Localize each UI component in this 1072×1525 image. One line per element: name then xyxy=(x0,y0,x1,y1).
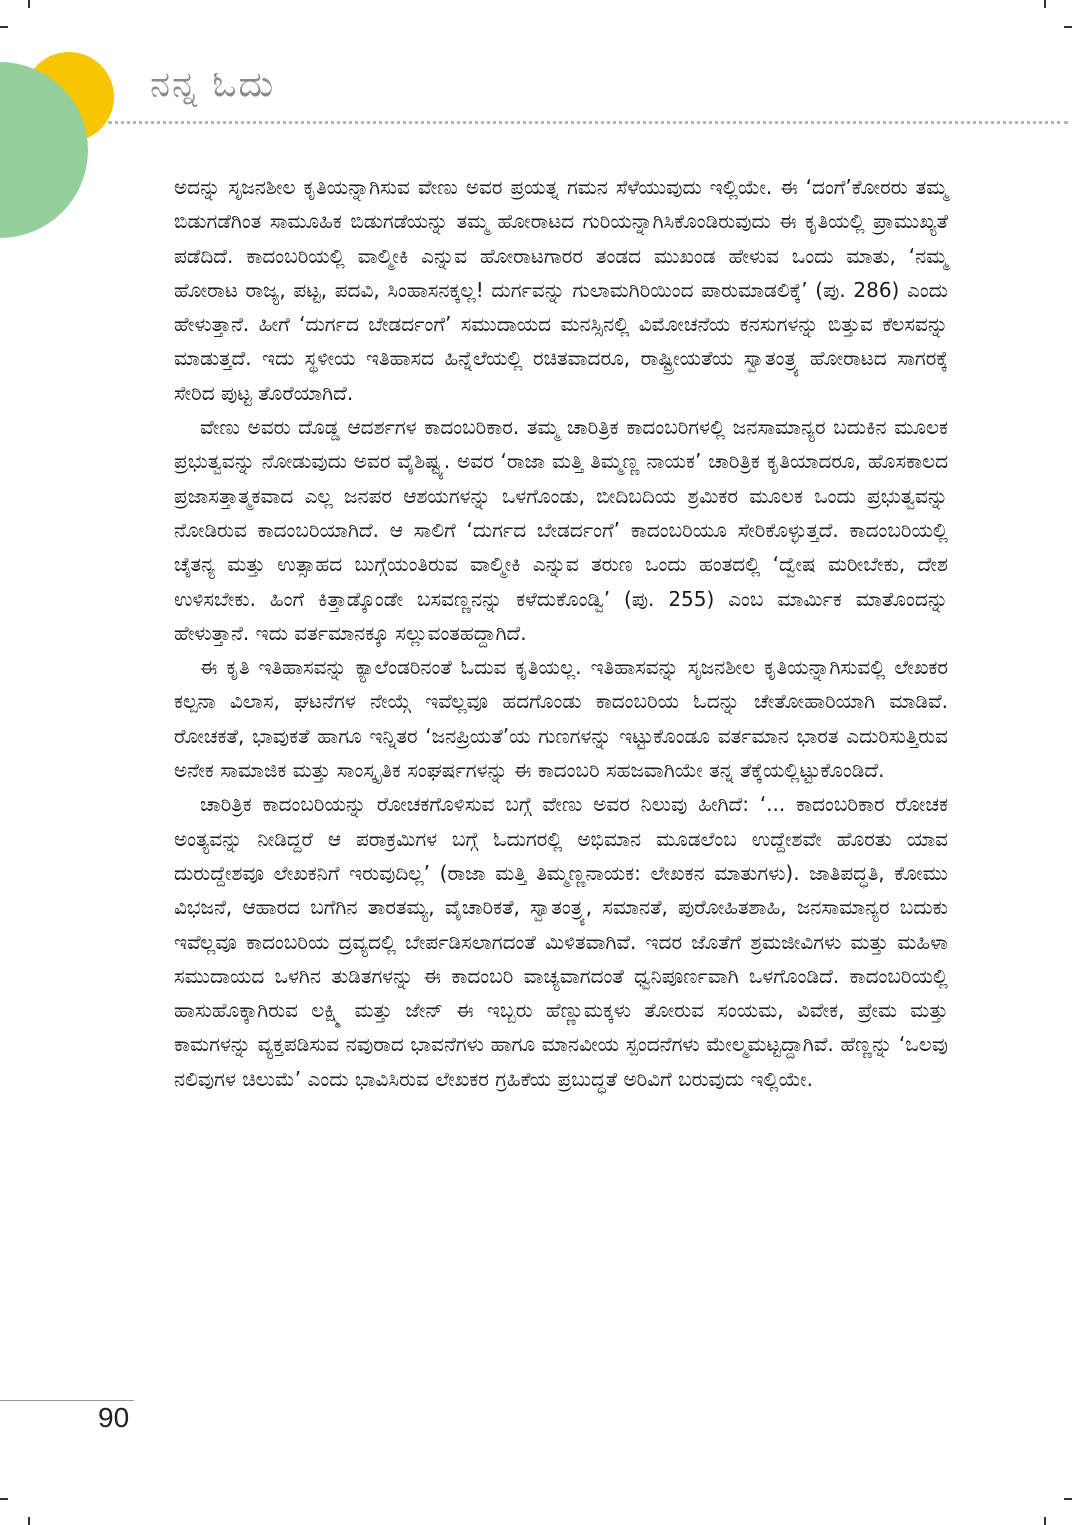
body-paragraph-3: ಈ ಕೃತಿ ಇತಿಹಾಸವನ್ನು ಕ್ಯಾಲೆಂಡರಿನಂತೆ ಓದುವ ಕೃತಿಯಲ್ಲ. ಇತಿಹಾಸವನ್ನು ಸೃಜನಶೀಲ ಕೃತಿಯನ್ನಾಗಿಸುವಲ್ಲಿ ಲೇಖಕರ ಕಲ್ಪನಾ ವಿಲಾಸ, ಘಟನೆಗಳ ನೇಯ್ಗೆ ಇವೆಲ್ಲವೂ ಹದಗೊಂಡು ಕಾದಂಬರಿಯ ಓದನ್ನು ಚೇತೋಹಾರಿಯಾಗಿ ಮಾಡಿವೆ. ರೋಚಕತೆ, ಭಾವುಕತೆ ಹಾಗೂ ಇನ್ನಿತರ ‘ಜನಪ್ರಿಯತೆ’ಯ ಗುಣಗಳನ್ನು ಇಟ್ಟುಕೊಂಡೂ ವರ್ತಮಾನ ಭಾರತ ಎದುರಿಸುತ್ತಿರುವ ಅನೇಕ ಸಾಮಾಜಿಕ ಮತ್ತು ಸಾಂಸ್ಕೃತಿಕ ಸಂಘರ್ಷಗಳನ್ನು ಈ ಕಾದಂಬರಿ ಸಹಜವಾಗಿಯೇ ತನ್ನ ತೆಕ್ಕೆಯಲ್ಲಿಟ್ಟುಕೊಂಡಿದೆ. xyxy=(174,655,948,783)
page-number: 90 xyxy=(98,1402,130,1433)
crop-mark-bottom-left xyxy=(28,1517,30,1525)
crop-mark-top-right-side xyxy=(1064,26,1072,28)
body-paragraph-2: ವೇಣು ಅವರು ದೊಡ್ಡ ಆದರ್ಶಗಳ ಕಾದಂಬರಿಕಾರ. ತಮ್ಮ ಚಾರಿತ್ರಿಕ ಕಾದಂಬರಿಗಳಲ್ಲಿ ಜನಸಾಮಾನ್ಯರ ಬದುಕಿನ ಮೂಲಕ ಪ್ರಭುತ್ವವನ್ನು ನೋಡುವುದು ಅವರ ವೈಶಿಷ್ಟ್ಯ. ಅವರ ‘ರಾಜಾ ಮತ್ತಿ ತಿಮ್ಮಣ್ಣ ನಾಯಕ’ ಚಾರಿತ್ರಿಕ ಕೃತಿಯಾದರೂ, ಹೊಸಕಾಲದ ಪ್ರಜಾಸತ್ತಾತ್ಮಕವಾದ ಎಲ್ಲ ಜನಪರ ಆಶಯಗಳನ್ನು ಒಳಗೊಂಡು, ಬೀದಿಬದಿಯ ಶ್ರಮಿಕರ ಮೂಲಕ ಒಂದು ಪ್ರಭುತ್ವವನ್ನು ನೋಡಿರುವ ಕಾದಂಬರಿಯಾಗಿದೆ. ಆ ಸಾಲಿಗೆ ‘ದುರ್ಗದ ಬೇಡರ್ದಂಗೆ’ ಕಾದಂಬರಿಯೂ ಸೇರಿಕೊಳ್ಳುತ್ತದೆ. ಕಾದಂಬರಿಯಲ್ಲಿ ಚೈತನ್ಯ ಮತ್ತು ಉತ್ಸಾಹದ ಬುಗ್ಗೆಯಂತಿರುವ ವಾಲ್ಮೀಕಿ ಎನ್ನುವ ತರುಣ ಒಂದು ಹಂತದಲ್ಲಿ ‘ದ್ವೇಷ ಮರೀಬೇಕು, ದೇಶ ಉಳಿಸಬೇಕು. ಹಿಂಗೆ ಕಿತ್ತಾಡ್ಕೊಂಡೇ ಬಸವಣ್ಣನನ್ನು ಕಳೆದುಕೊಂಡ್ವಿ’ (ಪು. 255) ಎಂಬ ಮಾರ್ಮಿಕ ಮಾತೊಂದನ್ನು ಹೇಳುತ್ತಾನೆ. ಇದು ವರ್ತಮಾನಕ್ಕೂ ಸಲ್ಲುವಂತಹದ್ದಾಗಿದೆ. xyxy=(174,415,948,645)
article-body xyxy=(174,170,948,1096)
crop-mark-bottom-right-side xyxy=(1064,1498,1072,1500)
crop-mark-bottom-right xyxy=(1044,1517,1046,1525)
footer-divider xyxy=(0,1400,134,1401)
crop-mark-top-left xyxy=(28,0,30,8)
crop-mark-top-left-side xyxy=(0,26,8,28)
header-dotted-divider xyxy=(108,121,1068,124)
section-header-title: ನನ್ನ ಓದು xyxy=(150,64,276,105)
crop-mark-bottom-left-side xyxy=(0,1498,8,1500)
crop-mark-top-right xyxy=(1044,0,1046,8)
body-paragraph-1: ಅದನ್ನು ಸೃಜನಶೀಲ ಕೃತಿಯನ್ನಾಗಿಸುವ ವೇಣು ಅವರ ಪ್ರಯತ್ನ ಗಮನ ಸೆಳೆಯುವುದು ಇಲ್ಲಿಯೇ. ಈ ‘ದಂಗೆ’ಕೋರರು ತಮ್ಮ ಬಿಡುಗಡೆಗಿಂತ ಸಾಮೂಹಿಕ ಬಿಡುಗಡೆಯನ್ನು ತಮ್ಮ ಹೋರಾಟದ ಗುರಿಯನ್ನಾಗಿಸಿಕೊಂಡಿರುವುದು ಈ ಕೃತಿಯಲ್ಲಿ ಪ್ರಾಮುಖ್ಯತೆ ಪಡೆದಿದೆ. ಕಾದಂಬರಿಯಲ್ಲಿ ವಾಲ್ಮೀಕಿ ಎನ್ನುವ ಹೋರಾಟಗಾರರ ತಂಡದ ಮುಖಂಡ ಹೇಳುವ ಒಂದು ಮಾತು, ‘ನಮ್ಮ ಹೋರಾಟ ರಾಜ್ಯ, ಪಟ್ಟ, ಪದವಿ, ಸಿಂಹಾಸನಕ್ಕಲ್ಲ! ದುರ್ಗವನ್ನು ಗುಲಾಮಗಿರಿಯಿಂದ ಪಾರುಮಾಡಲಿಕ್ಕೆ’ (ಪು. 286) ಎಂದು ಹೇಳುತ್ತಾನೆ. ಹೀಗೆ ‘ದುರ್ಗದ ಬೇಡರ್ದಂಗೆ’ ಸಮುದಾಯದ ಮನಸ್ಸಿನಲ್ಲಿ ವಿಮೋಚನೆಯ ಕನಸುಗಳನ್ನು ಬಿತ್ತುವ ಕೆಲಸವನ್ನು ಮಾಡುತ್ತದೆ. ಇದು ಸ್ಥಳೀಯ ಇತಿಹಾಸದ ಹಿನ್ನೆಲೆಯಲ್ಲಿ ರಚಿತವಾದರೂ, ರಾಷ್ಟ್ರೀಯತೆಯ ಸ್ವಾತಂತ್ರ್ಯ ಹೋರಾಟದ ಸಾಗರಕ್ಕೆ ಸೇರಿದ ಪುಟ್ಟ ತೊರೆಯಾಗಿದೆ. xyxy=(174,175,948,405)
body-paragraph-4: ಚಾರಿತ್ರಿಕ ಕಾದಂಬರಿಯನ್ನು ರೋಚಕಗೊಳಿಸುವ ಬಗ್ಗೆ ವೇಣು ಅವರ ನಿಲುವು ಹೀಗಿದೆ: ‘... ಕಾದಂಬರಿಕಾರ ರೋಚಕ ಅಂತ್ಯವನ್ನು ನೀಡಿದ್ದರೆ ಆ ಪರಾಕ್ರಮಿಗಳ ಬಗ್ಗೆ ಓದುಗರಲ್ಲಿ ಅಭಿಮಾನ ಮೂಡಲೆಂಬ ಉದ್ದೇಶವೇ ಹೊರತು ಯಾವ ದುರುದ್ದೇಶವೂ ಲೇಖಕನಿಗೆ ಇರುವುದಿಲ್ಲ’ (ರಾಜಾ ಮತ್ತಿ ತಿಮ್ಮಣ್ಣನಾಯಕ: ಲೇಖಕನ ಮಾತುಗಳು). ಜಾತಿಪದ್ಧತಿ, ಕೋಮು ವಿಭಜನೆ, ಆಹಾರದ ಬಗೆಗಿನ ತಾರತಮ್ಯ, ವೈಚಾರಿಕತೆ, ಸ್ವಾತಂತ್ರ್ಯ, ಸಮಾನತೆ, ಪುರೋಹಿತಶಾಹಿ, ಜನಸಾಮಾನ್ಯರ ಬದುಕು ಇವೆಲ್ಲವೂ ಕಾದಂಬರಿಯ ದ್ರವ್ಯದಲ್ಲಿ ಬೇರ್ಪಡಿಸಲಾಗದಂತೆ ಮಿಳಿತವಾಗಿವೆ. ಇದರ ಜೊತೆಗೆ ಶ್ರಮಜೀವಿಗಳು ಮತ್ತು ಮಹಿಳಾ ಸಮುದಾಯದ ಒಳಗಿನ ತುಡಿತಗಳನ್ನು ಈ ಕಾದಂಬರಿ ವಾಚ್ಯವಾಗದಂತೆ ಧ್ವನಿಪೂರ್ಣವಾಗಿ ಒಳಗೊಂಡಿದೆ. ಕಾದಂಬರಿಯಲ್ಲಿ ಹಾಸುಹೊಕ್ಕಾಗಿರುವ ಲಕ್ಷ್ಮಿ ಮತ್ತು ಜೇನ್ ಈ ಇಬ್ಬರು ಹೆಣ್ಣುಮಕ್ಕಳು ತೋರುವ ಸಂಯಮ, ವಿವೇಕ, ಪ್ರೇಮ ಮತ್ತು ಕಾಮಗಳನ್ನು ವ್ಯಕ್ತಪಡಿಸುವ ನವುರಾದ ಭಾವನೆಗಳು ಹಾಗೂ ಮಾನವೀಯ ಸ್ಪಂದನೆಗಳು ಮೇಲ್ಮಮಟ್ಟದ್ದಾಗಿವೆ. ಹೆಣ್ಣನ್ನು ‘ಒಲವು ನಲಿವುಗಳ ಚಿಲುಮೆ’ ಎಂದು ಭಾವಿಸಿರುವ ಲೇಖಕರ ಗ್ರಹಿಕೆಯ ಪ್ರಬುದ್ಧತೆ ಅರಿವಿಗೆ ಬರುವುದು ಇಲ್ಲಿಯೇ. xyxy=(174,792,948,1091)
